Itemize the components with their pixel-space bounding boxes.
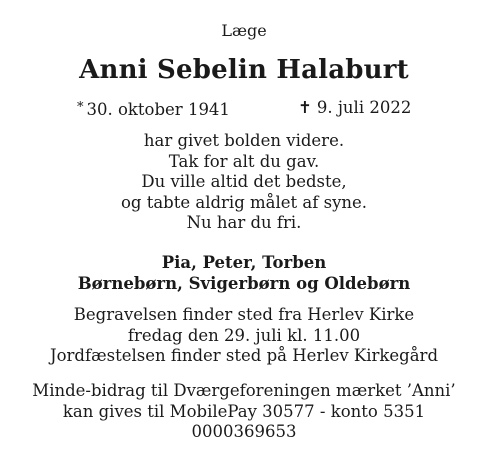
death-date: 9. juli 2022 xyxy=(316,98,412,117)
birth-date: 30. oktober 1941 xyxy=(86,100,230,119)
funeral-details xyxy=(0,305,488,367)
poem-line: har givet bolden videre. xyxy=(143,131,345,150)
birth-date-group xyxy=(77,97,230,121)
funeral-line: Begravelsen finder sted fra Herlev Kirke xyxy=(73,305,415,324)
profession-title: Læge xyxy=(221,21,267,40)
death-cross-icon: ✝ xyxy=(298,98,312,117)
poem-line: Nu har du fri. xyxy=(186,213,302,233)
deceased-name: Anni Sebelin Halaburt xyxy=(79,55,409,85)
birth-star-icon: * xyxy=(77,100,84,115)
mourners-line: Pia, Peter, Torben xyxy=(161,253,327,272)
funeral-line: fredag den 29. juli kl. 11.00 xyxy=(127,325,361,345)
memorial-poem xyxy=(0,131,488,234)
death-date-group xyxy=(298,97,411,119)
poem-line: Tak for alt du gav. xyxy=(168,151,320,171)
donation-line: kan gives til MobilePay 30577 - konto 5351 xyxy=(62,401,426,421)
poem-line: Du ville altid det bedste, xyxy=(141,172,347,192)
mourners-list xyxy=(0,252,488,294)
donation-line: Minde-bidrag til Dværgeforeningen mærket ’Anni’ xyxy=(32,381,456,400)
mourners-line: Børnebørn, Svigerbørn og Oldebørn xyxy=(77,274,411,293)
donation-details xyxy=(0,381,488,443)
funeral-line: Jordfæstelsen finder sted på Herlev Kirkegård xyxy=(49,346,439,365)
life-dates xyxy=(0,97,488,119)
poem-line: og tabte aldrig målet af syne. xyxy=(120,192,368,212)
donation-line: 0000369653 xyxy=(191,422,297,441)
